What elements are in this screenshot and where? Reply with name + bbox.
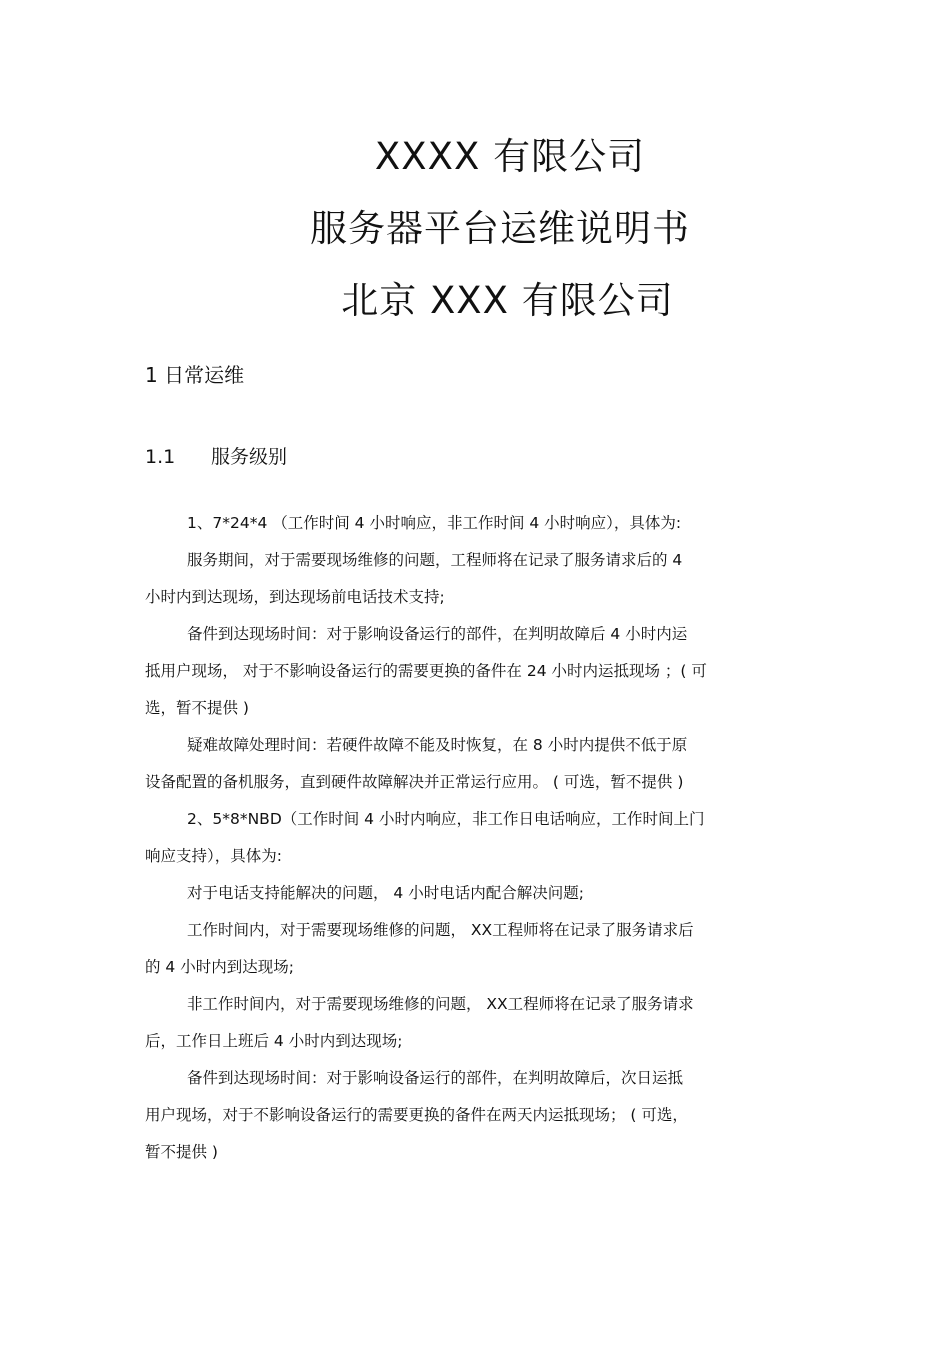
body-text bbox=[145, 505, 805, 1171]
company-name-title: XXXX 有限公司 bbox=[374, 135, 646, 178]
paragraph-line: 备件到达现场时间：对于影响设备运行的部件，在判明故障后 4 小时内运 bbox=[187, 625, 688, 643]
paragraph-line: 暂不提供 ) bbox=[145, 1143, 218, 1161]
paragraph-line: 服务期间，对于需要现场维修的问题，工程师将在记录了服务请求后的 4 bbox=[187, 551, 683, 569]
paragraph-line: 小时内到达现场，到达现场前电话技术支持; bbox=[145, 588, 445, 606]
manual-title: 服务器平台运维说明书 bbox=[310, 207, 690, 250]
paragraph-line: 工作时间内，对于需要现场维修的问题， XX工程师将在记录了服务请求后 bbox=[187, 921, 694, 939]
paragraph-line: 的 4 小时内到达现场; bbox=[145, 958, 294, 976]
vendor-name-title: 北京 XXX 有限公司 bbox=[341, 279, 674, 322]
paragraph-line: 非工作时间内，对于需要现场维修的问题， XX工程师将在记录了服务请求 bbox=[187, 995, 694, 1013]
paragraph-line: 备件到达现场时间：对于影响设备运行的部件，在判明故障后，次日运抵 bbox=[187, 1069, 684, 1087]
paragraph-line: 对于电话支持能解决的问题， 4 小时电话内配合解决问题; bbox=[187, 884, 584, 902]
document-title-block bbox=[0, 135, 950, 354]
subsection-title: 服务级别 bbox=[211, 446, 288, 468]
paragraph-service-7x24x4: 1、7*24*4 （工作时间 4 小时响应，非工作时间 4 小时响应），具体为: bbox=[187, 514, 682, 532]
paragraph-line: 响应支持），具体为: bbox=[145, 847, 282, 865]
paragraph-line: 选，暂不提供 ) bbox=[145, 699, 249, 717]
subsection-heading-service-level bbox=[145, 445, 287, 469]
paragraph-line: 设备配置的备机服务，直到硬件故障解决并正常运行应用。 ( 可选，暂不提供 ) bbox=[145, 773, 684, 791]
paragraph-line: 抵用户现场， 对于不影响设备运行的需要更换的备件在 24 小时内运抵现场 ；( 可 bbox=[145, 662, 707, 680]
paragraph-line: 用户现场，对于不影响设备运行的需要更换的备件在两天内运抵现场； ( 可选， bbox=[145, 1106, 688, 1124]
section-heading-daily-ops: 1 日常运维 bbox=[145, 363, 245, 387]
subsection-number: 1.1 bbox=[145, 446, 176, 468]
paragraph-service-5x8-nbd: 2、5*8*NBD（工作时间 4 小时内响应，非工作日电话响应，工作时间上门 bbox=[187, 810, 705, 828]
paragraph-line: 后，工作日上班后 4 小时内到达现场; bbox=[145, 1032, 403, 1050]
paragraph-line: 疑难故障处理时间：若硬件故障不能及时恢复，在 8 小时内提供不低于原 bbox=[187, 736, 688, 754]
